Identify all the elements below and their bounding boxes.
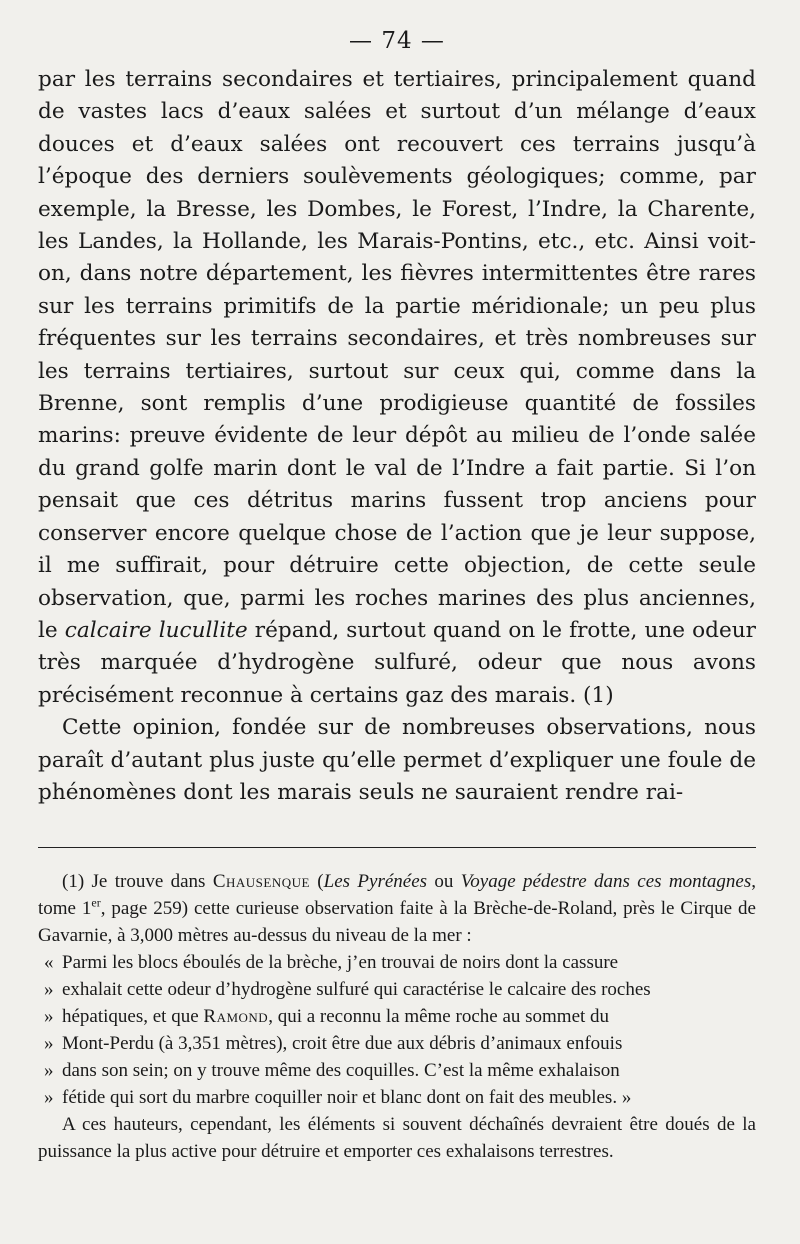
footnote-ou: ou <box>427 871 461 893</box>
footnote-author: Chausenque <box>212 871 310 893</box>
footnote <box>38 868 756 1165</box>
main-text <box>38 64 756 809</box>
footnote-title-2: Voyage pédestre dans ces montagnes <box>460 871 752 893</box>
quote-line-3 <box>38 1003 756 1030</box>
quote-text-5: dans son sein; on y trouve même des coquilles. C’est la même exhalaison <box>62 1060 620 1082</box>
quote-open-mark: « <box>44 952 54 974</box>
paragraph-1-text-b: répand, surtout quand on le frotte, une odeur très marquée d’hydrogène sulfuré, odeur que nous avons précisément reconnue à certains gaz des marais. (1) <box>38 617 756 708</box>
footnote-closing: A ces hauteurs, cependant, les éléments si souvent déchaînés devraient être doués de la puissance la plus active pour détruire et emporter ces exhalaisons terrestres. <box>38 1114 756 1163</box>
italic-term: calcaire lucullite <box>64 617 248 643</box>
quote-line-2 <box>38 976 756 1003</box>
quote-name: Ramond <box>203 1006 269 1028</box>
footnote-intro <box>38 868 756 949</box>
footnote-tome: , tome 1 <box>38 871 756 920</box>
quote-line-4 <box>38 1030 756 1057</box>
quote-mark: » <box>44 1060 54 1082</box>
paragraph-1-text-a: par les terrains secondaires et tertiaires, principalement quand de vastes lacs d’eaux salées et surtout d’un mélange d’eaux douces et d’eaux salées ont recouvert ces terrains jusqu’à l’époque des derniers soulèvements géologiques; comme, par exemple, la Bresse, les Dombes, le Forest, l’Indre, la Charente, les Landes, la Hollande, les Marais-Pontins, etc., etc. Ainsi voit-on, dans notre département, les fièvres intermittentes être rares sur les terrains primitifs de la partie méridionale; un peu plus fréquentes sur les terrains secondaires, et très nombreuses sur les terrains tertiaires, surtout sur ceux qui, comme dans la Brenne, sont remplis d’une prodigieuse quantité de fossiles marins: preuve évidente de leur dépôt au milieu de l’onde salée du grand golfe marin dont le val de l’Indre a fait partie. Si l’on pensait que ces détritus marins fussent trop anciens pour conserver encore quelque chose de l’action que je leur suppose, il me suffirait, pour détruire cette objection, de cette seule observation, que, parmi les roches marines des plus anciennes, le <box>38 67 756 643</box>
quote-line-1 <box>38 949 756 976</box>
paragraph-2: Cette opinion, fondée sur de nombreuses observations, nous paraît d’autant plus juste qu’elle permet d’expliquer une foule de phénomènes dont les marais seuls ne sauraient rendre rai- <box>38 715 756 805</box>
paragraph-1 <box>38 64 756 712</box>
quote-text-3b: , qui a reconnu la même roche au sommet du <box>268 1006 610 1028</box>
footnote-title-1: Les Pyrénées <box>323 871 428 893</box>
footnote-rest: , page 259) cette curieuse observation faite à la Brèche-de-Roland, près le Cirque de Gavarnie, à 3,000 mètres au-dessus du niveau de la mer : <box>38 898 756 947</box>
quote-text-2: exhalait cette odeur d’hydrogène sulfuré qui caractérise le calcaire des roches <box>62 979 651 1001</box>
quote-text-6: fétide qui sort du marbre coquiller noir et blanc dont on fait des meubles. » <box>62 1087 632 1109</box>
footnote-marker: (1) Je trouve dans <box>62 871 213 893</box>
footnote-paren: ( <box>309 871 324 893</box>
quote-mark: » <box>44 979 54 1001</box>
quote-text-3a: hépatiques, et que <box>62 1006 204 1028</box>
quote-mark: » <box>44 1033 54 1055</box>
quote-text-4: Mont-Perdu (à 3,351 mètres), croit être due aux débris d’animaux enfouis <box>62 1033 623 1055</box>
quote-text-1: Parmi les blocs éboulés de la brèche, j’en trouvai de noirs dont la cassure <box>62 952 619 974</box>
quote-line-6 <box>38 1084 756 1111</box>
quote-mark: » <box>44 1087 54 1109</box>
footnote-superscript: er <box>91 896 101 911</box>
page-number: — 74 — <box>349 28 445 54</box>
quote-mark: » <box>44 1006 54 1028</box>
footnote-separator <box>38 847 756 848</box>
quote-line-5 <box>38 1057 756 1084</box>
